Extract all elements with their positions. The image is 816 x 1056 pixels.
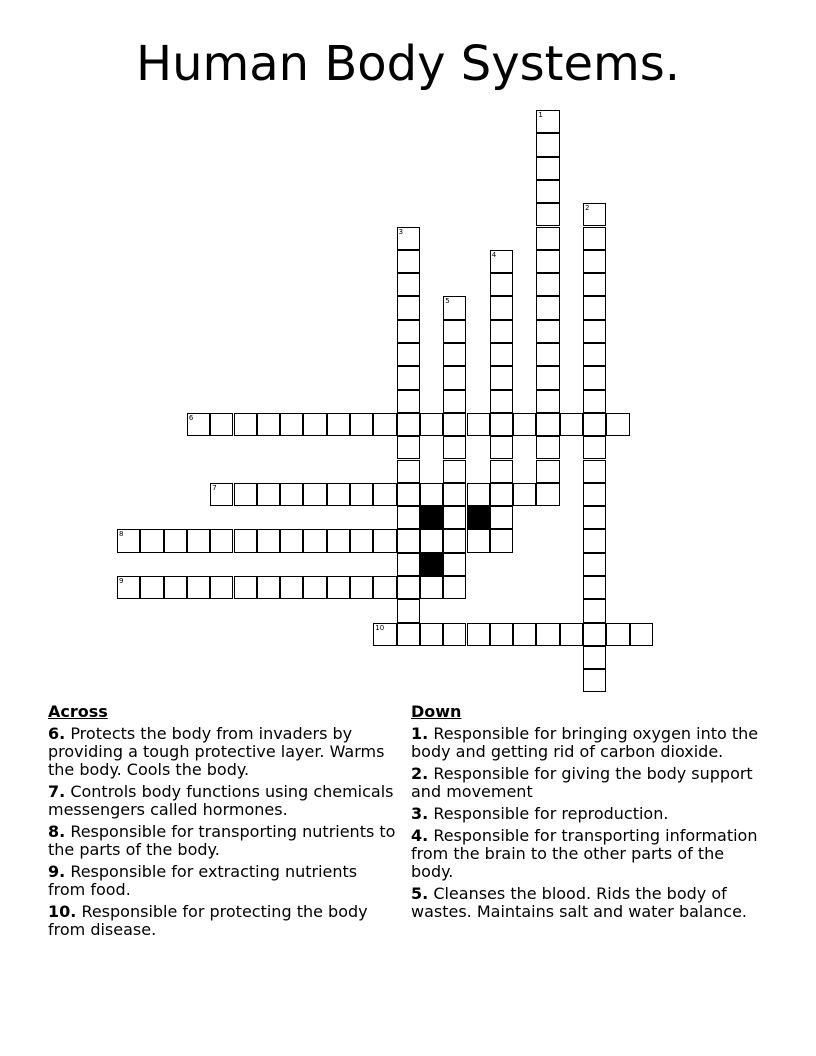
grid-cell[interactable] bbox=[443, 343, 466, 366]
grid-cell[interactable] bbox=[397, 390, 420, 413]
grid-cell[interactable] bbox=[536, 390, 559, 413]
grid-cell[interactable] bbox=[397, 413, 420, 436]
grid-cell[interactable] bbox=[490, 436, 513, 459]
clue-number-label: 10 bbox=[375, 623, 385, 632]
grid-cell[interactable] bbox=[397, 460, 420, 483]
grid-cell[interactable] bbox=[490, 483, 513, 506]
clue-text: Cleanses the blood. Rids the body of wastes. Maintains salt and water balance. bbox=[411, 884, 748, 921]
clue-text: Responsible for giving the body support and movement bbox=[411, 764, 753, 801]
grid-cell[interactable] bbox=[397, 227, 420, 250]
grid-cell[interactable] bbox=[583, 529, 606, 552]
down-clue bbox=[411, 765, 771, 801]
down-heading: Down bbox=[411, 702, 462, 721]
grid-cell[interactable] bbox=[420, 413, 443, 436]
across-clue bbox=[48, 863, 398, 899]
black-cell bbox=[467, 506, 490, 529]
grid-cell[interactable] bbox=[420, 483, 443, 506]
grid-cell[interactable] bbox=[443, 436, 466, 459]
puzzle-title: Human Body Systems. bbox=[135, 36, 681, 92]
grid-cell[interactable] bbox=[117, 529, 140, 552]
grid-cell[interactable] bbox=[397, 250, 420, 273]
grid-cell[interactable] bbox=[443, 529, 466, 552]
clue-text: Responsible for transporting nutrients to the parts of the body. bbox=[48, 822, 396, 859]
grid-cell[interactable] bbox=[560, 623, 583, 646]
grid-cell[interactable] bbox=[443, 553, 466, 576]
grid-cell[interactable] bbox=[210, 413, 233, 436]
clue-number: 2. bbox=[411, 764, 429, 783]
down-clue bbox=[411, 725, 771, 761]
grid-cell[interactable] bbox=[583, 436, 606, 459]
grid-cell[interactable] bbox=[327, 483, 350, 506]
clue-number: 10. bbox=[48, 902, 77, 921]
clue-number-label: 3 bbox=[398, 227, 404, 236]
grid-cell[interactable] bbox=[583, 576, 606, 599]
grid-cell[interactable] bbox=[583, 553, 606, 576]
grid-cell[interactable] bbox=[397, 436, 420, 459]
clue-number: 3. bbox=[411, 804, 429, 823]
grid-cell[interactable] bbox=[583, 366, 606, 389]
grid-cell[interactable] bbox=[536, 320, 559, 343]
grid-cell[interactable] bbox=[513, 413, 536, 436]
grid-cell[interactable] bbox=[630, 623, 653, 646]
clue-text: Responsible for transporting information from the brain to the other parts of the body. bbox=[411, 826, 758, 881]
grid-cell[interactable] bbox=[420, 576, 443, 599]
grid-cell[interactable] bbox=[583, 599, 606, 622]
grid-cell[interactable] bbox=[583, 227, 606, 250]
grid-cell[interactable] bbox=[583, 506, 606, 529]
grid-cell[interactable] bbox=[536, 180, 559, 203]
clue-number-label: 1 bbox=[538, 111, 543, 119]
grid-cell[interactable] bbox=[397, 296, 420, 319]
down-clue bbox=[411, 827, 771, 881]
across-clue bbox=[48, 823, 398, 859]
grid-cell[interactable] bbox=[117, 576, 140, 599]
grid-cell[interactable] bbox=[536, 273, 559, 296]
grid-cell[interactable] bbox=[140, 529, 163, 552]
grid-cell[interactable] bbox=[443, 483, 466, 506]
grid-cell[interactable] bbox=[234, 576, 257, 599]
grid-cell[interactable] bbox=[513, 623, 536, 646]
grid-cell[interactable] bbox=[327, 576, 350, 599]
clue-text: Responsible for protecting the body from disease. bbox=[48, 902, 368, 939]
grid-cell[interactable] bbox=[397, 576, 420, 599]
grid-cell[interactable] bbox=[257, 529, 280, 552]
down-clue bbox=[411, 885, 771, 921]
clue-number-label: 6 bbox=[188, 413, 194, 422]
grid-cell[interactable] bbox=[373, 623, 396, 646]
clue-text: Responsible for reproduction. bbox=[433, 804, 669, 823]
grid-cell[interactable] bbox=[350, 413, 373, 436]
grid-cell[interactable] bbox=[490, 296, 513, 319]
clue-text: Responsible for bringing oxygen into the body and getting rid of carbon dioxide. bbox=[411, 724, 759, 761]
grid-cell[interactable] bbox=[490, 366, 513, 389]
grid-cell[interactable] bbox=[210, 483, 233, 506]
grid-cell[interactable] bbox=[257, 413, 280, 436]
grid-cell[interactable] bbox=[350, 483, 373, 506]
grid-cell[interactable] bbox=[397, 506, 420, 529]
clue-number: 1. bbox=[411, 724, 429, 743]
grid-cell[interactable] bbox=[234, 483, 257, 506]
grid-cell[interactable] bbox=[303, 483, 326, 506]
clue-number-label: 5 bbox=[445, 297, 450, 306]
grid-cell[interactable] bbox=[397, 599, 420, 622]
grid-cell[interactable] bbox=[490, 250, 513, 273]
grid-cell[interactable] bbox=[513, 483, 536, 506]
grid-cell[interactable] bbox=[583, 483, 606, 506]
grid-cell[interactable] bbox=[583, 623, 606, 646]
grid-cell[interactable] bbox=[397, 320, 420, 343]
down-clues bbox=[411, 703, 771, 925]
grid-cell[interactable] bbox=[606, 413, 629, 436]
grid-cell[interactable] bbox=[583, 250, 606, 273]
grid-cell[interactable] bbox=[397, 343, 420, 366]
clue-text: Responsible for extracting nutrients from food. bbox=[48, 862, 358, 899]
clue-number: 7. bbox=[48, 782, 66, 801]
grid-cell[interactable] bbox=[397, 483, 420, 506]
clue-text: Protects the body from invaders by providing a tough protective layer. Warms the body. Cools the body. bbox=[48, 724, 385, 779]
grid-cell[interactable] bbox=[536, 203, 559, 226]
grid-cell[interactable] bbox=[350, 529, 373, 552]
grid-cell[interactable] bbox=[420, 529, 443, 552]
grid-cell[interactable] bbox=[583, 320, 606, 343]
across-clues bbox=[48, 703, 398, 943]
grid-cell[interactable] bbox=[257, 576, 280, 599]
grid-cell[interactable] bbox=[373, 413, 396, 436]
grid-cell[interactable] bbox=[303, 529, 326, 552]
grid-cell[interactable] bbox=[443, 506, 466, 529]
grid-cell[interactable] bbox=[536, 343, 559, 366]
grid-cell[interactable] bbox=[443, 320, 466, 343]
grid-cell[interactable] bbox=[443, 366, 466, 389]
grid-cell[interactable] bbox=[303, 413, 326, 436]
grid-cell[interactable] bbox=[583, 646, 606, 669]
grid-cell[interactable] bbox=[187, 576, 210, 599]
clue-number-label: 4 bbox=[491, 250, 497, 259]
grid-cell[interactable] bbox=[490, 413, 513, 436]
grid-cell[interactable] bbox=[303, 576, 326, 599]
grid-cell[interactable] bbox=[443, 460, 466, 483]
grid-cell[interactable] bbox=[536, 110, 559, 133]
grid-cell[interactable] bbox=[467, 623, 490, 646]
clue-number-label: 2 bbox=[585, 204, 590, 213]
grid-cell[interactable] bbox=[164, 576, 187, 599]
black-cell bbox=[420, 553, 443, 576]
grid-cell[interactable] bbox=[583, 669, 606, 692]
grid-cell[interactable] bbox=[536, 157, 559, 180]
grid-cell[interactable] bbox=[536, 623, 559, 646]
clue-number: 9. bbox=[48, 862, 66, 881]
grid-cell[interactable] bbox=[490, 529, 513, 552]
grid-cell[interactable] bbox=[583, 296, 606, 319]
grid-cell[interactable] bbox=[467, 529, 490, 552]
grid-cell[interactable] bbox=[490, 320, 513, 343]
grid-cell[interactable] bbox=[234, 413, 257, 436]
black-cell bbox=[420, 506, 443, 529]
grid-cell[interactable] bbox=[490, 273, 513, 296]
grid-cell[interactable] bbox=[490, 506, 513, 529]
grid-cell[interactable] bbox=[536, 250, 559, 273]
grid-cell[interactable] bbox=[397, 623, 420, 646]
clue-number-label: 8 bbox=[119, 530, 124, 539]
grid-cell[interactable] bbox=[280, 483, 303, 506]
clue-number-label: 9 bbox=[119, 577, 124, 585]
grid-cell[interactable] bbox=[397, 273, 420, 296]
grid-cell[interactable] bbox=[257, 483, 280, 506]
grid-cell[interactable] bbox=[583, 203, 606, 226]
grid-cell[interactable] bbox=[536, 413, 559, 436]
grid-cell[interactable] bbox=[490, 390, 513, 413]
clue-number: 6. bbox=[48, 724, 66, 743]
grid-cell[interactable] bbox=[397, 366, 420, 389]
grid-cell[interactable] bbox=[490, 460, 513, 483]
grid-cell[interactable] bbox=[234, 529, 257, 552]
grid-cell[interactable] bbox=[606, 623, 629, 646]
across-clue bbox=[48, 783, 398, 819]
down-clue bbox=[411, 805, 771, 823]
across-heading: Across bbox=[48, 702, 108, 721]
grid-cell[interactable] bbox=[467, 413, 490, 436]
grid-cell[interactable] bbox=[536, 227, 559, 250]
clue-number: 8. bbox=[48, 822, 66, 841]
grid-cell[interactable] bbox=[373, 483, 396, 506]
grid-cell[interactable] bbox=[350, 576, 373, 599]
grid-cell[interactable] bbox=[373, 529, 396, 552]
grid-cell[interactable] bbox=[583, 413, 606, 436]
clue-number: 4. bbox=[411, 826, 429, 845]
grid-cell[interactable] bbox=[327, 413, 350, 436]
clue-number-label: 7 bbox=[212, 483, 217, 492]
grid-cell[interactable] bbox=[536, 483, 559, 506]
grid-cell[interactable] bbox=[210, 529, 233, 552]
grid-cell[interactable] bbox=[187, 413, 210, 436]
grid-cell[interactable] bbox=[280, 529, 303, 552]
grid-cell[interactable] bbox=[443, 296, 466, 319]
grid-cell[interactable] bbox=[397, 553, 420, 576]
grid-cell[interactable] bbox=[280, 576, 303, 599]
grid-cell[interactable] bbox=[280, 413, 303, 436]
grid-cell[interactable] bbox=[443, 576, 466, 599]
grid-cell[interactable] bbox=[583, 390, 606, 413]
grid-cell[interactable] bbox=[536, 460, 559, 483]
grid-cell[interactable] bbox=[583, 460, 606, 483]
grid-cell[interactable] bbox=[490, 343, 513, 366]
grid-cell[interactable] bbox=[536, 133, 559, 156]
clue-number: 5. bbox=[411, 884, 429, 903]
grid-cell[interactable] bbox=[373, 576, 396, 599]
clue-text: Controls body functions using chemicals messengers called hormones. bbox=[48, 782, 394, 819]
grid-cell[interactable] bbox=[536, 436, 559, 459]
grid-cell[interactable] bbox=[560, 413, 583, 436]
grid-cell[interactable] bbox=[583, 273, 606, 296]
across-clue bbox=[48, 903, 398, 939]
grid-cell[interactable] bbox=[210, 576, 233, 599]
grid-cell[interactable] bbox=[583, 343, 606, 366]
grid-cell[interactable] bbox=[490, 623, 513, 646]
grid-cell[interactable] bbox=[536, 296, 559, 319]
grid-cell[interactable] bbox=[443, 390, 466, 413]
across-clue bbox=[48, 725, 398, 779]
grid-cell[interactable] bbox=[397, 529, 420, 552]
grid-cell[interactable] bbox=[443, 413, 466, 436]
grid-cell[interactable] bbox=[187, 529, 210, 552]
grid-cell[interactable] bbox=[420, 623, 443, 646]
grid-cell[interactable] bbox=[536, 366, 559, 389]
grid-cell[interactable] bbox=[140, 576, 163, 599]
grid-cell[interactable] bbox=[467, 483, 490, 506]
grid-cell[interactable] bbox=[443, 623, 466, 646]
grid-cell[interactable] bbox=[327, 529, 350, 552]
grid-cell[interactable] bbox=[164, 529, 187, 552]
